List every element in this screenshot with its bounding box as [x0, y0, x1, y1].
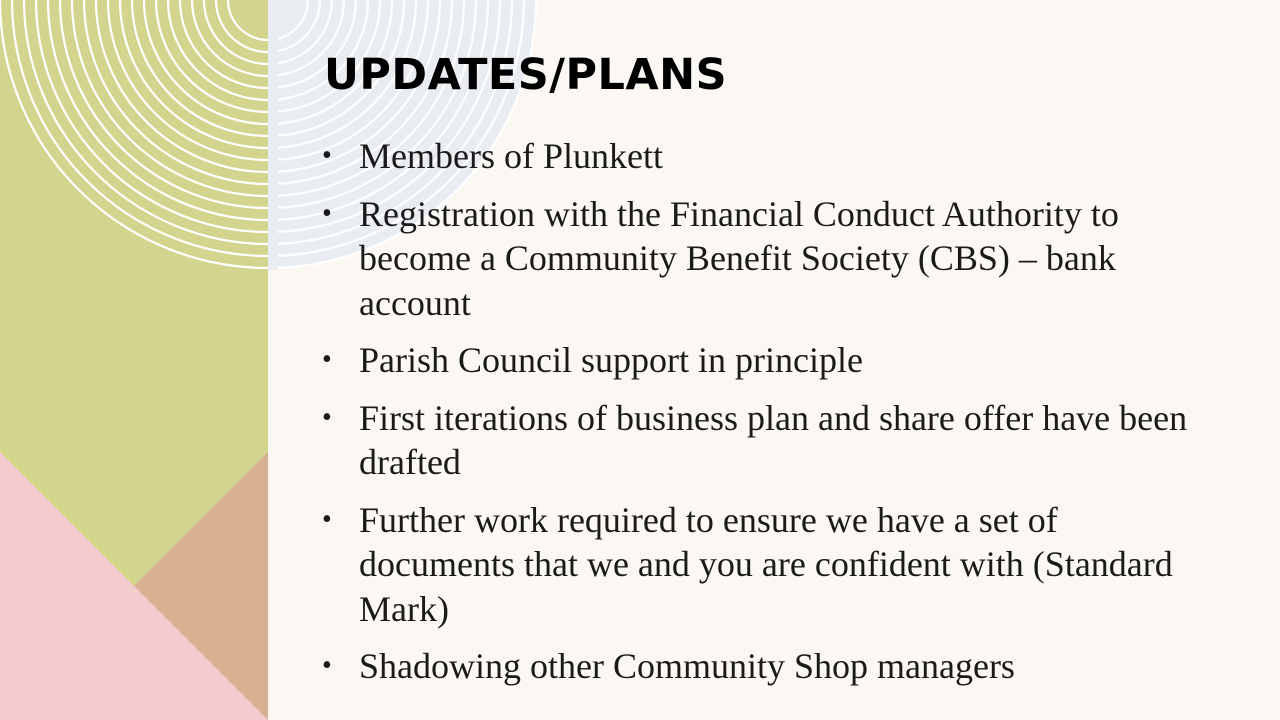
- bullet-icon: •: [322, 197, 332, 229]
- bullet-text: First iterations of business plan and share offer have been drafted: [359, 397, 1188, 482]
- list-item: [322, 498, 1222, 632]
- bullet-list: [322, 134, 1222, 702]
- bullet-icon: •: [322, 401, 332, 433]
- bullet-icon: •: [322, 344, 332, 375]
- bullet-icon: •: [322, 140, 332, 171]
- bullet-text: Shadowing other Community Shop managers: [359, 646, 1015, 686]
- bullet-text: Members of Plunkett: [359, 136, 663, 176]
- list-item: [322, 644, 1222, 689]
- bullet-text: Registration with the Financial Conduct Authority to become a Community Benefit Society (CBS) – bank account: [359, 193, 1119, 323]
- list-item: [322, 396, 1222, 485]
- list-item: [322, 192, 1222, 326]
- bullet-icon: •: [322, 503, 332, 535]
- slide-title: UPDATES/PLANS: [324, 50, 728, 100]
- bullet-text: Further work required to ensure we have a set of documents that we and you are confident with (Standard Mark): [359, 499, 1173, 629]
- bullet-text: Parish Council support in principle: [359, 340, 863, 380]
- list-item: [322, 134, 1222, 179]
- list-item: [322, 338, 1222, 383]
- bullet-icon: •: [322, 650, 332, 681]
